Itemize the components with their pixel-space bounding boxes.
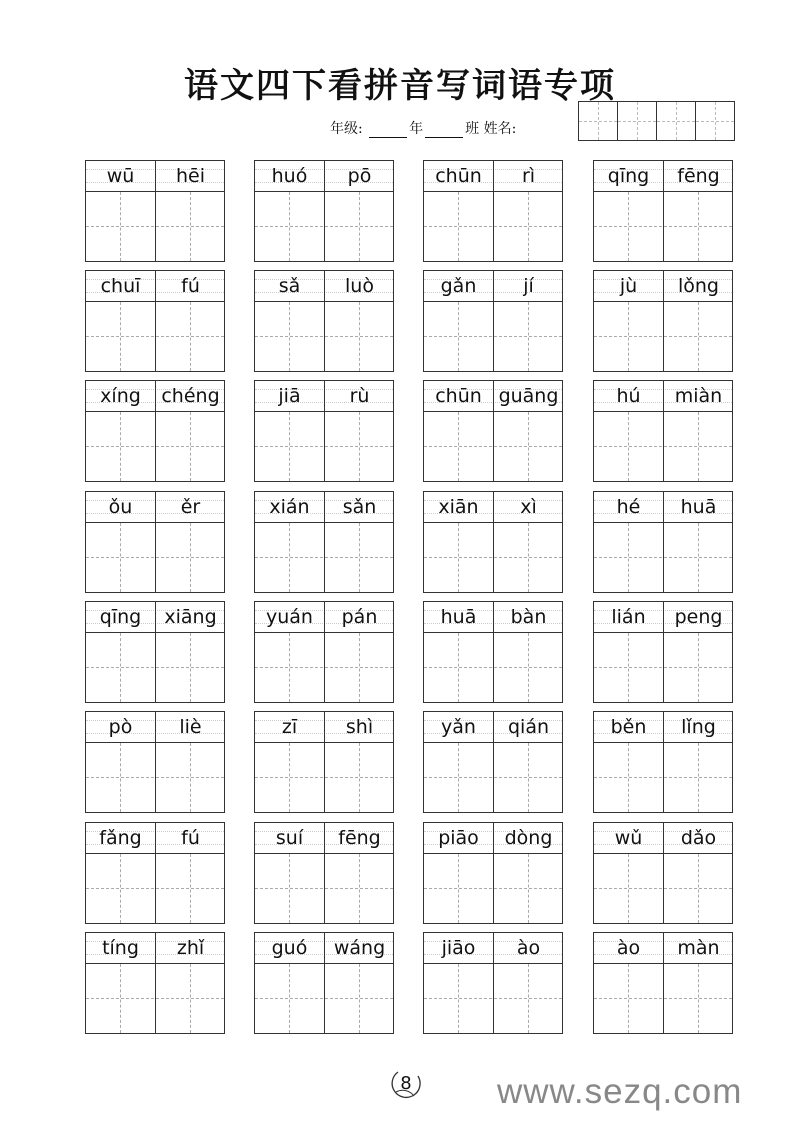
pinyin-divider [424,632,562,633]
grid-guide-horizontal [86,446,224,447]
student-info [330,118,516,138]
pinyin-divider [86,742,224,743]
pinyin-right: lǒng [677,275,719,297]
page-title: 语文四下看拼音写词语专项 [184,66,616,106]
grid-guide-horizontal [255,667,393,668]
word-box[interactable] [85,932,225,1034]
pinyin-right: jí [523,275,534,297]
grid-guide-horizontal [424,446,562,447]
pinyin-divider [424,963,562,964]
pinyin-right: shì [345,716,374,738]
pinyin-left: huā [440,606,477,628]
grid-guide-horizontal [255,446,393,447]
pinyin-left: xián [269,496,310,518]
pinyin-left: hé [616,496,641,518]
pinyin-divider [86,522,224,523]
class-blank[interactable] [425,123,463,138]
pinyin-left: xíng [100,385,141,407]
pinyin-right: guāng [498,385,559,407]
pinyin-right: fú [181,827,200,849]
pinyin-divider [255,191,393,192]
word-box[interactable] [85,601,225,703]
pinyin-left: ào [616,937,641,959]
pinyin-left: piāo [438,827,479,849]
pinyin-left: jiāo [441,937,476,959]
pinyin-left: yuán [266,606,313,628]
pinyin-divider [255,742,393,743]
pinyin-left: wǔ [614,827,643,849]
pinyin-left: chūn [435,385,482,407]
pinyin-divider [594,191,732,192]
pinyin-divider [594,632,732,633]
pinyin-divider [594,522,732,523]
word-box[interactable] [593,270,733,372]
pinyin-divider [424,301,562,302]
grid-guide-horizontal [86,777,224,778]
pinyin-left: suí [275,827,304,849]
pinyin-divider [255,301,393,302]
grade-label: 年级: [330,121,363,137]
grid-guide-horizontal [594,446,732,447]
pinyin-right: xiāng [164,606,217,628]
word-box[interactable] [423,932,563,1034]
pinyin-divider [86,191,224,192]
grid-guide-horizontal [594,998,732,999]
pinyin-divider [424,191,562,192]
pinyin-left: jù [619,275,638,297]
page-number [388,1066,424,1102]
grid-guide-horizontal [86,336,224,337]
word-box[interactable] [423,270,563,372]
pinyin-left: běn [610,716,647,738]
grid-guide-horizontal [255,226,393,227]
pinyin-left: qīng [607,165,650,187]
word-box[interactable] [423,601,563,703]
word-box[interactable] [593,822,733,924]
pinyin-divider [424,853,562,854]
pinyin-left: huó [271,165,308,187]
word-box[interactable] [593,380,733,482]
pinyin-right: wáng [333,937,386,959]
pinyin-left: chūn [435,165,482,187]
year-label: 年 [409,121,424,137]
pinyin-divider [255,963,393,964]
pinyin-left: qīng [99,606,142,628]
name-boxes[interactable] [579,101,735,141]
pinyin-right: bàn [510,606,547,628]
word-box[interactable] [254,601,394,703]
grid-guide-horizontal [255,557,393,558]
pinyin-divider [86,301,224,302]
pinyin-divider [255,411,393,412]
pinyin-right: sǎn [342,496,377,518]
pinyin-left: sǎ [278,275,301,297]
pinyin-right: peng [674,606,723,628]
pinyin-right: xì [520,496,537,518]
word-box[interactable] [254,270,394,372]
pinyin-divider [255,632,393,633]
word-box[interactable] [85,711,225,813]
word-box[interactable] [254,380,394,482]
pinyin-divider [594,301,732,302]
word-box[interactable] [85,160,225,262]
pinyin-right: rù [349,385,370,407]
grid-guide-horizontal [594,226,732,227]
pinyin-right: chéng [161,385,220,407]
pinyin-right: huā [680,496,717,518]
pinyin-right: dòng [504,827,553,849]
pinyin-right: luò [345,275,374,297]
pinyin-right: màn [677,937,720,959]
grade-blank[interactable] [369,123,407,138]
grid-guide-horizontal [86,226,224,227]
pinyin-left: ǒu [108,496,133,518]
pinyin-left: yǎn [441,716,476,738]
pinyin-divider [255,853,393,854]
word-box[interactable] [593,932,733,1034]
name-char-box[interactable] [656,101,696,141]
word-box[interactable] [423,491,563,593]
pinyin-left: guó [271,937,308,959]
pinyin-left: fǎng [99,827,142,849]
name-label: 姓名: [483,121,517,137]
pinyin-divider [594,963,732,964]
word-box[interactable] [593,160,733,262]
pinyin-right: dǎo [680,827,717,849]
pinyin-right: ěr [180,496,201,518]
name-char-box[interactable] [617,101,657,141]
word-box[interactable] [593,491,733,593]
grid-guide-horizontal [424,777,562,778]
grid-guide-horizontal [424,557,562,558]
pinyin-divider [424,411,562,412]
pinyin-left: hú [616,385,641,407]
word-box[interactable] [423,160,563,262]
pinyin-right: miàn [674,385,723,407]
pinyin-right: fēng [677,165,720,187]
pinyin-left: wū [106,165,135,187]
word-box[interactable] [85,491,225,593]
pinyin-divider [594,853,732,854]
grid-guide-horizontal [424,998,562,999]
pinyin-divider [594,411,732,412]
word-box[interactable] [85,822,225,924]
word-box[interactable] [423,380,563,482]
grid-guide-horizontal [255,888,393,889]
pinyin-right: fēng [338,827,381,849]
pinyin-divider [86,963,224,964]
pinyin-right: rì [521,165,536,187]
grid-guide-horizontal [594,777,732,778]
grid-guide-horizontal [424,888,562,889]
grid-guide-horizontal [424,336,562,337]
grid-guide-horizontal [86,667,224,668]
word-box[interactable] [85,270,225,372]
pinyin-left: pò [108,716,133,738]
pinyin-right: ào [516,937,541,959]
grid-guide-horizontal [255,336,393,337]
word-box[interactable] [423,822,563,924]
pinyin-divider [255,522,393,523]
pinyin-left: xiān [438,496,479,518]
pinyin-left: jiā [278,385,301,407]
grid-guide-horizontal [424,226,562,227]
page-number-text: 8 [400,1073,412,1094]
word-grid [85,160,733,1034]
word-box[interactable] [254,711,394,813]
grid-guide-horizontal [594,557,732,558]
grid-guide-horizontal [86,888,224,889]
name-char-box[interactable] [695,101,735,141]
pinyin-divider [86,632,224,633]
pinyin-divider [424,522,562,523]
pinyin-left: zī [281,716,298,738]
grid-guide-horizontal [255,777,393,778]
pinyin-divider [86,853,224,854]
word-box[interactable] [254,160,394,262]
grid-guide-horizontal [594,667,732,668]
grid-guide-horizontal [594,336,732,337]
pinyin-divider [594,742,732,743]
grid-guide-horizontal [86,557,224,558]
pinyin-right: pán [341,606,378,628]
name-char-box[interactable] [578,101,618,141]
pinyin-right: hēi [175,165,205,187]
grid-guide-horizontal [424,667,562,668]
grid-guide-horizontal [86,998,224,999]
pinyin-right: lǐng [681,716,716,738]
grid-guide-horizontal [255,998,393,999]
pinyin-left: gǎn [440,275,477,297]
word-box[interactable] [254,932,394,1034]
pinyin-left: lián [611,606,646,628]
pinyin-right: fú [181,275,200,297]
word-box[interactable] [254,491,394,593]
pinyin-left: tíng [102,937,139,959]
pinyin-right: zhǐ [176,937,205,959]
word-box[interactable] [423,711,563,813]
word-box[interactable] [593,601,733,703]
pinyin-right: qián [507,716,550,738]
word-box[interactable] [85,380,225,482]
pinyin-divider [424,742,562,743]
website-watermark: www.sezq.com [497,1072,743,1111]
pinyin-divider [86,411,224,412]
word-box[interactable] [593,711,733,813]
grid-guide-horizontal [594,888,732,889]
pinyin-right: pō [347,165,372,187]
class-label: 班 [465,121,480,137]
pinyin-left: chuī [100,275,141,297]
word-box[interactable] [254,822,394,924]
pinyin-right: liè [179,716,202,738]
